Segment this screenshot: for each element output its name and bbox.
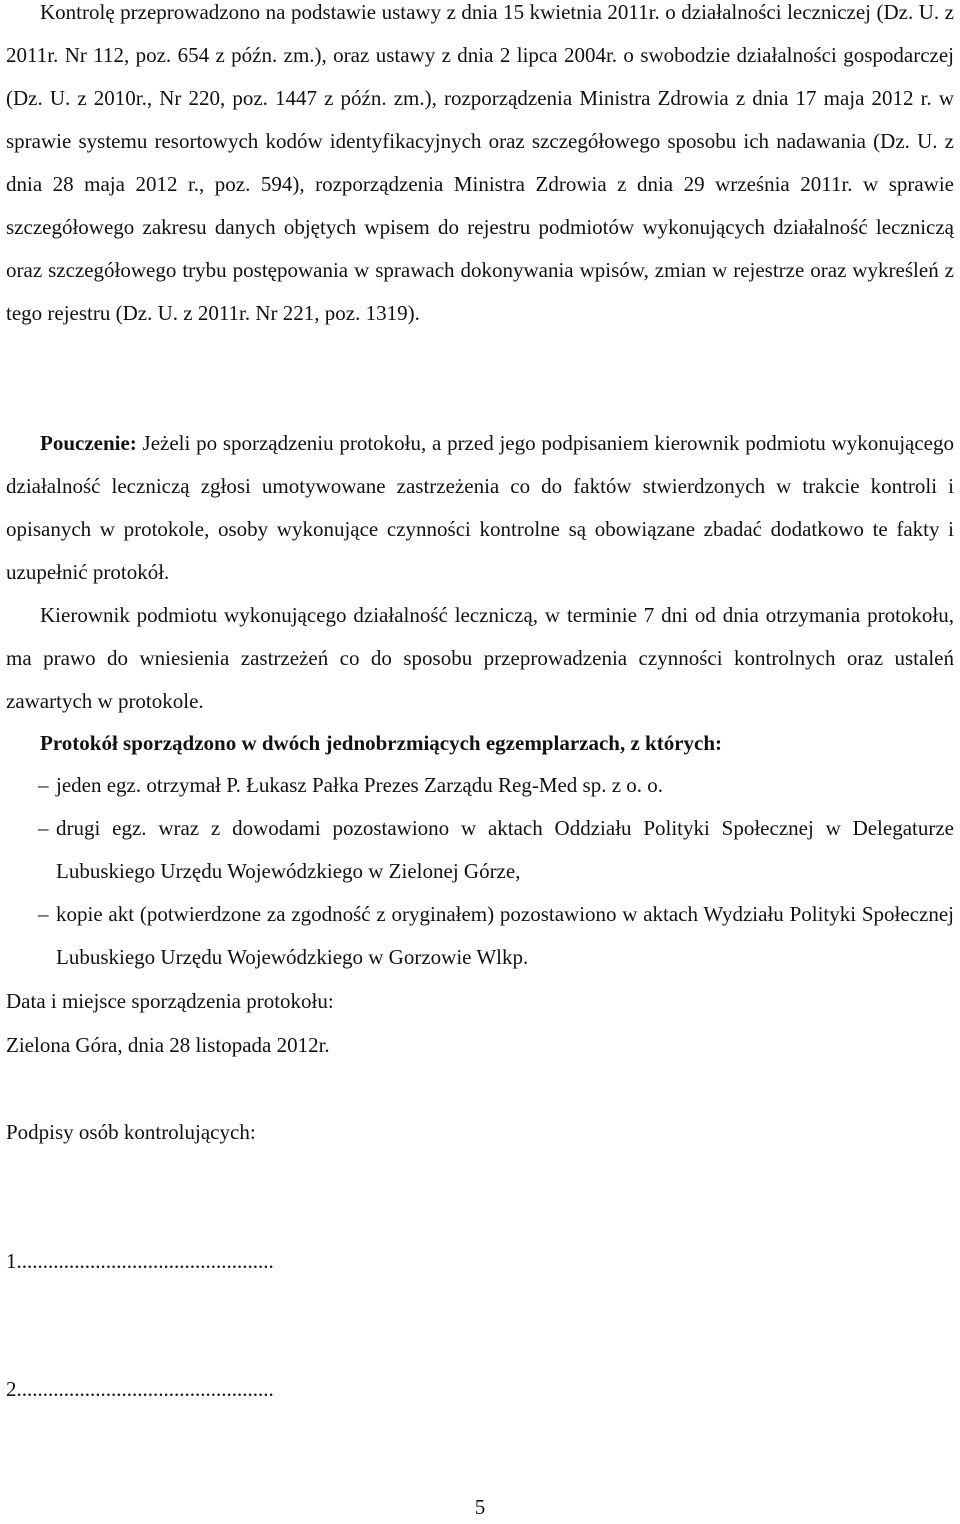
dash-bullet: – bbox=[38, 773, 49, 797]
instruction-label: Pouczenie: bbox=[40, 431, 137, 455]
page-number: 5 bbox=[474, 1495, 486, 1519]
copy-1-text: jeden egz. otrzymał P. Łukasz Pałka Prezes Zarządu Reg-Med sp. z o. o. bbox=[56, 773, 664, 797]
objection-rights-paragraph: Kierownik podmiotu wykonującego działalność leczniczą, w terminie 7 dni od dnia otrzymania protokołu, ma prawo do wniesienia zastrzeżeń co do sposobu przeprowadzenia czynności kontrolnych oraz ustaleń zawartych w protokole. bbox=[6, 603, 954, 713]
instruction-text: Jeżeli po sporządzeniu protokołu, a przed jego podpisaniem kierownik podmiotu wykonującego działalność leczniczą zgłosi umotywowane zastrzeżenia co do faktów stwierdzonych w trakcie kontroli i opisanych w protokole, osoby wykonujące czynności kontrolne są obowiązane zbadać dodatkowo te fakty i uzupełnić protokół. bbox=[6, 431, 954, 584]
legal-basis-paragraph: Kontrolę przeprowadzono na podstawie ustawy z dnia 15 kwietnia 2011r. o działalności leczniczej (Dz. U. z 2011r. Nr 112, poz. 654 z późn. zm.), oraz ustawy z dnia 2 lipca 2004r. o swobodzie działalności gospodarczej (Dz. U. z 2010r., Nr 220, poz. 1447 z późn. zm.), rozporządzenia Ministra Zdrowia z dnia 17 maja 2012 r. w sprawie systemu resortowych kodów identyfikacyjnych oraz szczegółowego sposobu ich nadawania (Dz. U. z dnia 28 maja 2012 r., poz. 594), rozporządzenia Ministra Zdrowia z dnia 29 września 2011r. w sprawie szczegółowego zakresu danych objętych wpisem do rejestru podmiotów wykonujących działalność leczniczą oraz szczegółowego trybu postępowania w sprawach dokonywania wpisów, zmian w rejestrze oraz wykreśleń z tego rejestru (Dz. U. z 2011r. Nr 221, poz. 1319). bbox=[6, 0, 954, 325]
signature-line-2: 2................................................. bbox=[6, 1377, 274, 1401]
list-item bbox=[6, 764, 954, 807]
copy-3-text: kopie akt (potwierdzone za zgodność z oryginałem) pozostawiono w aktach Wydziału Polityki Społecznej Lubuskiego Urzędu Wojewódzkiego w Gorzowie Wlkp. bbox=[56, 902, 954, 969]
copy-2-text: drugi egz. wraz z dowodami pozostawiono w aktach Oddziału Polityki Społecznej w Delegaturze Lubuskiego Urzędu Wojewódzkiego w Zielonej Górze, bbox=[56, 816, 954, 883]
dash-bullet: – bbox=[38, 816, 49, 840]
copies-list bbox=[6, 764, 954, 979]
signature-line-1: 1................................................. bbox=[6, 1249, 274, 1273]
date-place-label: Data i miejsce sporządzenia protokołu: bbox=[6, 989, 334, 1013]
dash-bullet: – bbox=[38, 902, 49, 926]
copies-heading: Protokół sporządzono w dwóch jednobrzmiących egzemplarzach, z których: bbox=[40, 731, 723, 755]
list-item bbox=[6, 893, 954, 979]
instruction-paragraph bbox=[6, 422, 954, 594]
list-item bbox=[6, 807, 954, 893]
date-place-value: Zielona Góra, dnia 28 listopada 2012r. bbox=[6, 1033, 330, 1057]
signatures-label: Podpisy osób kontrolujących: bbox=[6, 1120, 256, 1144]
